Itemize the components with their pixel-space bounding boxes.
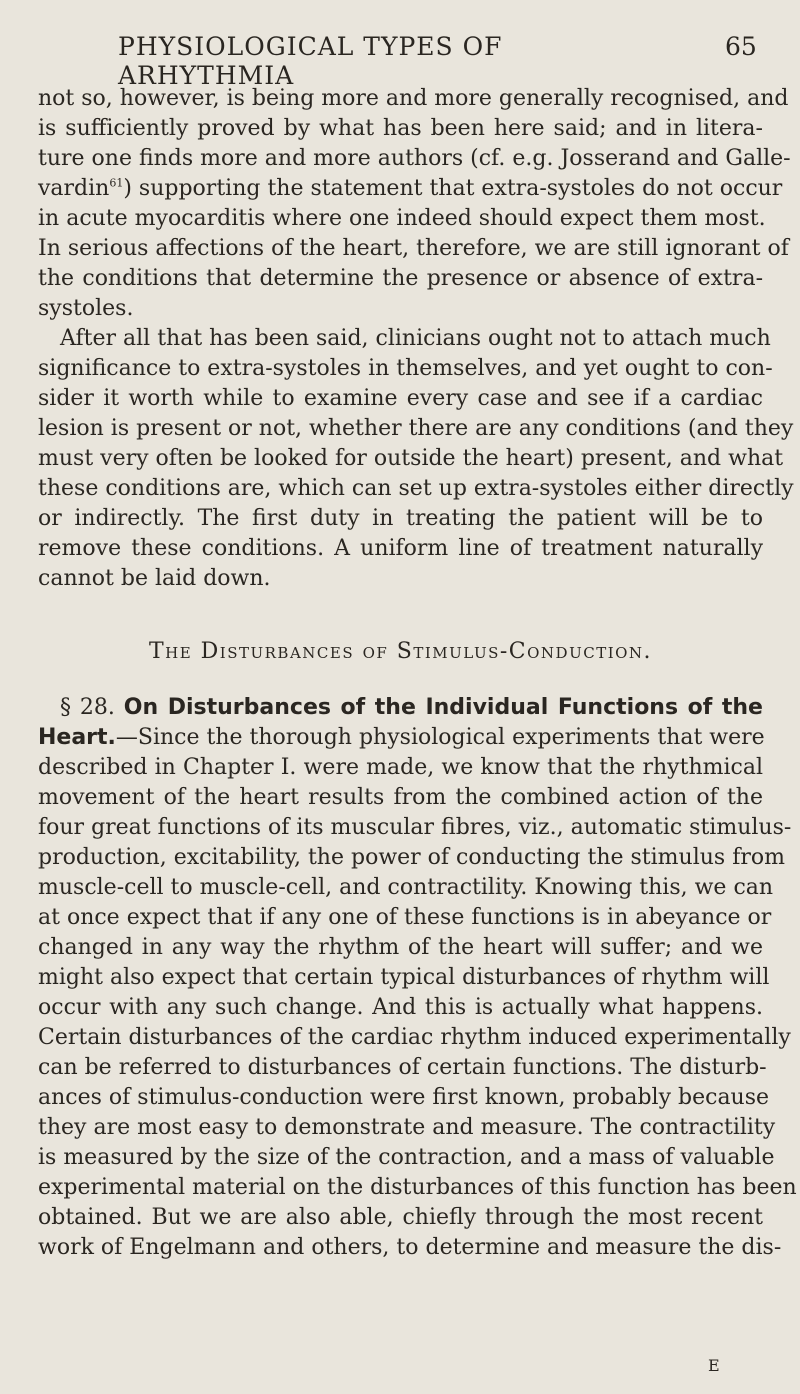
text-line: occur with any such change. And this is actually what happens. [38, 995, 763, 1020]
text-line: Heart.—Since the thorough physiological experiments that were [38, 725, 765, 750]
footnote-ref: 61 [109, 176, 124, 190]
text-line: movement of the heart results from the combined action of the [38, 785, 763, 810]
text-line: significance to extra-systoles in themselves, and yet ought to con- [38, 356, 773, 381]
section-title-cont: Heart. [38, 725, 116, 750]
paragraph-after-all [38, 324, 794, 594]
text-line: In serious affections of the heart, therefore, we are still ignorant of [38, 236, 789, 261]
section-28-paragraph [38, 693, 797, 1263]
text-line: four great functions of its muscular fibres, viz., automatic stimulus- [38, 815, 792, 840]
text-line: systoles. [38, 296, 134, 321]
page-number: 65 [725, 32, 757, 61]
text-line: obtained. But we are also able, chiefly through the most recent [38, 1205, 763, 1230]
running-header [0, 32, 800, 90]
text-line: at once expect that if any one of these functions is in abeyance or [38, 905, 772, 930]
text-line: cannot be laid down. [38, 566, 271, 591]
text-line: in acute myocarditis where one indeed should expect them most. [38, 206, 766, 231]
text-line: vardin$^{61}$) supporting the statement that extra-systoles do not occur [38, 176, 783, 201]
text-line: is measured by the size of the contraction, and a mass of valuable [38, 1145, 775, 1170]
text-line: production, excitability, the power of conducting the stimulus from [38, 845, 785, 870]
text-line: might also expect that certain typical disturbances of rhythm will [38, 965, 770, 990]
text-line: experimental material on the disturbances of this function has been [38, 1175, 797, 1200]
section-heading: The Disturbances of Stimulus-Conduction. [148, 639, 653, 664]
text-line: sider it worth while to examine every case and see if a cardiac [38, 386, 763, 411]
text-line: After all that has been said, clinicians ought not to attach much [60, 326, 771, 351]
section-title: On Disturbances of the Individual Functions of the [123, 695, 763, 720]
text-line: these conditions are, which can set up extra-systoles either directly [38, 476, 794, 501]
paragraph-continuation [38, 84, 791, 324]
text-line: ances of stimulus-conduction were first known, probably because [38, 1085, 770, 1110]
text-line: must very often be looked for outside the heart) present, and what [38, 446, 784, 471]
text-line: ture one finds more and more authors (cf. e.g. Josserand and Galle- [38, 146, 791, 171]
text-line: lesion is present or not, whether there are any conditions (and they [38, 416, 794, 441]
text-line: can be referred to disturbances of certain functions. The disturb- [38, 1055, 767, 1080]
text-line: muscle-cell to muscle-cell, and contractility. Knowing this, we can [38, 875, 774, 900]
text-line: work of Engelmann and others, to determine and measure the dis- [38, 1235, 782, 1260]
text-line: is sufficiently proved by what has been here said; and in litera- [38, 116, 763, 141]
text-line: remove these conditions. A uniform line of treatment naturally [38, 536, 763, 561]
text-line: they are most easy to demonstrate and measure. The contractility [38, 1115, 776, 1140]
text-line: Certain disturbances of the cardiac rhythm induced experimentally [38, 1025, 791, 1050]
section-title-line [38, 693, 763, 723]
text-line: changed in any way the rhythm of the heart will suffer; and we [38, 935, 763, 960]
text-line: not so, however, is being more and more generally recognised, and [38, 86, 789, 111]
section-number: § 28. [60, 695, 115, 720]
text-line: or indirectly. The first duty in treating the patient will be to [38, 506, 763, 531]
text-line: described in Chapter I. were made, we know that the rhythmical [38, 755, 763, 780]
running-title: PHYSIOLOGICAL TYPES OF ARHYTHMIA [118, 32, 503, 90]
text-line: the conditions that determine the presence or absence of extra- [38, 266, 763, 291]
printer-signature: E [708, 1356, 720, 1375]
